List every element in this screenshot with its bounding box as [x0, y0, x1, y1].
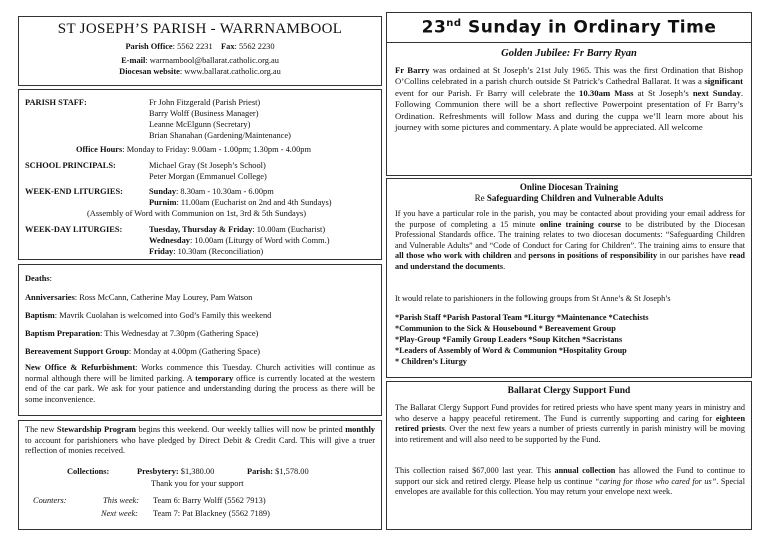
weekday-liturgy: Wednesday: 10.00am (Liturgy of Word with Comm.) — [149, 236, 330, 245]
weekday-liturgies-label: WEEK-DAY LITURGIES: — [25, 225, 123, 234]
notices-box — [18, 264, 382, 416]
training-groups-intro: It would relate to parishioners in the following groups from St Anne’s & St Joseph’s — [395, 294, 671, 303]
this-week-label: This week: — [103, 496, 140, 505]
staff-name: Barry Wolff (Business Manager) — [149, 109, 259, 118]
clergy-fund-paragraph-2: This collection raised $67,000 last year. This annual collection has allowed the Fund to continue to support our sick and retired clergy. Please help us continue “caring for those who cared for us”. Special envelopes are available for this collection. You may return your envelope next week. — [395, 466, 745, 496]
training-paragraph: If you have a particular role in the parish, you may be contacted about providing your email address for the purpose of completing a 15 minute online training course to be distributed by the Diocesan Professional Standards office. The training relates to two diocesan documents: “Safeguarding Children and Vulnerable Adults” and “Code of Conduct for Caring for Children”. The training aims to ensure that all those who work with children and persons in positions of responsibility in our parishes have read and understand the documents. — [395, 209, 745, 271]
training-subheading: Re Safeguarding Children and Vulnerable Adults — [474, 193, 664, 203]
clergy-fund-paragraph-1: The Ballarat Clergy Support Fund provides for retired priests who have spent many years in ministry and who deserve a happy peaceful retirement. The Fund is currently supporting and caring for eighteen retired priests. Over the next few years a number of priests currently in parish ministry will be moving into retirement and will also need to be supported by the Fund. — [395, 403, 745, 444]
weekend-note: (Assembly of Word with Communion on 1st, 3rd & 5th Sundays) — [87, 209, 307, 218]
training-box — [386, 178, 752, 378]
jubilee-paragraph: Fr Barry was ordained at St Joseph’s 21st July 1965. This was the first Ordination that Bishop O’Collins celebrated in a parish church outside St Patrick’s Cathedral Ballarat. It was a significant event for our Parish. Fr Barry will celebrate the 10.30am Mass at St Joseph’s next Sunday. Following Communion there will be a short reflective Powerpoint presentation of Fr Barry’s Ordination. Refreshments will follow Mass and during the cuppa we’ll learn more about his journey with some pictures and commentary. A plate would be appreciated. All welcome — [395, 65, 743, 133]
stewardship-paragraph: The new Stewardship Program begins this weekend. Our weekly tallies will now be printed monthly to account for parishioners who have pledged by Direct Debit & Credit Card. This will give a truer reflection of monies received. — [25, 425, 375, 455]
weekend-liturgy: Sunday: 8.30am - 10.30am - 6.00pm — [149, 187, 274, 196]
staff-name: Leanne McElgunn (Secretary) — [149, 120, 251, 129]
parish-office-line: Parish Office: 5562 2231 Fax: 5562 2230 — [125, 42, 275, 51]
next-week-team: Team 7: Pat Blackney (5562 7189) — [153, 509, 270, 518]
office-refurbishment-paragraph: New Office & Refurbishment: Works commence this Tuesday. Church activities will continue as normal although there will be limited parking. A temporary office is currently located at the western end of the car park. We ask for your patience and understanding during the process as there will be some inconvenience. — [25, 363, 375, 404]
staff-name: Fr John Fitzgerald (Parish Priest) — [149, 98, 261, 107]
baptism-prep-line: Baptism Preparation: This Wednesday at 7.30pm (Gathering Space) — [25, 329, 259, 338]
website-line: Diocesan website: www.ballarat.catholic.org.au — [119, 67, 281, 76]
title-divider — [387, 42, 751, 43]
weekday-liturgy: Tuesday, Thursday & Friday: 10.00am (Eucharist) — [149, 225, 326, 234]
next-week-label: Next week: — [101, 509, 138, 518]
bereavement-line: Bereavement Support Group: Monday at 4.00pm (Gathering Space) — [25, 347, 261, 356]
stewardship-box — [18, 420, 382, 530]
clergy-fund-heading: Ballarat Clergy Support Fund — [507, 386, 631, 396]
school-principals-label: SCHOOL PRINCIPALS: — [25, 161, 116, 170]
sunday-title: 23nd Sunday in Ordinary Time — [421, 17, 717, 38]
baptism-line: Baptism: Mavrik Cuolahan is welcomed into God’s Family this weekend — [25, 311, 272, 320]
parish-title: ST JOSEPH’S PARISH - WARRNAMBOOL — [57, 21, 343, 37]
principal-name: Michael Gray (St Joseph’s School) — [149, 161, 266, 170]
weekday-liturgy: Friday: 10.30am (Reconciliation) — [149, 247, 264, 256]
anniversaries-line: Anniversaries: Ross McCann, Catherine May Lourey, Pam Watson — [25, 293, 253, 302]
weekend-liturgy: Purnim: 11.00am (Eucharist on 2nd and 4th Sundays) — [149, 198, 332, 207]
training-heading: Online Diocesan Training — [519, 182, 619, 192]
group-list-line: *Leaders of Assembly of Word & Communion *Hospitality Group — [395, 346, 627, 355]
group-list-line: * Children’s Liturgy — [395, 357, 467, 366]
office-hours-line: Office Hours: Monday to Friday: 9.00am - 1.00pm; 1.30pm - 4.00pm — [76, 145, 311, 154]
deaths-line: Deaths: — [25, 274, 52, 283]
principal-name: Peter Morgan (Emmanuel College) — [149, 172, 267, 181]
clergy-fund-box — [386, 381, 752, 530]
counters-label: Counters: — [33, 496, 67, 505]
thanks-text: Thank you for your support — [151, 479, 244, 488]
group-list-line: *Play-Group *Family Group Leaders *Soup Kitchen *Sacristans — [395, 335, 623, 344]
staff-box — [18, 89, 382, 260]
jubilee-heading: Golden Jubilee: Fr Barry Ryan — [501, 48, 637, 59]
parish-collection: Parish: $1,578.00 — [247, 467, 309, 476]
this-week-team: Team 6: Barry Wolff (5562 7913) — [153, 496, 266, 505]
staff-name: Brian Shanahan (Gardening/Maintenance) — [149, 131, 291, 140]
weekend-liturgies-label: WEEK-END LITURGIES: — [25, 187, 123, 196]
presbytery-collection: Presbytery: $1,380.00 — [137, 467, 215, 476]
collections-label: Collections: — [67, 467, 110, 476]
group-list-line: *Communion to the Sick & Housebound * Bereavement Group — [395, 324, 616, 333]
group-list-line: *Parish Staff *Parish Pastoral Team *Liturgy *Maintenance *Catechists — [395, 313, 649, 322]
parish-header-box — [18, 16, 382, 86]
email-line: E-mail: warrnambool@ballarat.catholic.org.au — [121, 56, 279, 65]
sunday-box — [386, 12, 752, 176]
parish-staff-label: PARISH STAFF: — [25, 98, 87, 107]
